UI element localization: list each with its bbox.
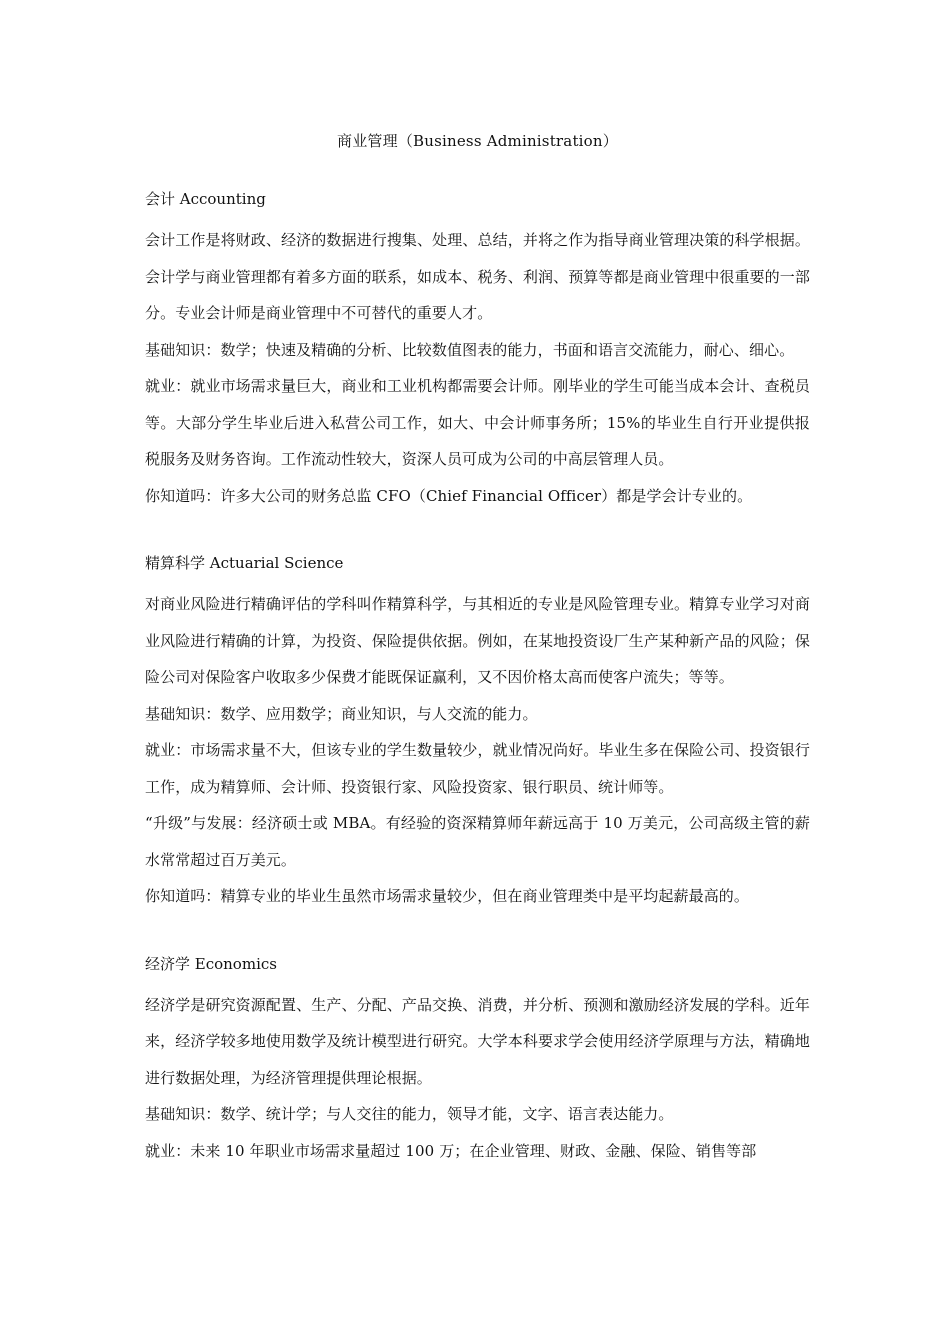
page-content <box>145 128 810 1205</box>
paragraph: 经济学是研究资源配置、生产、分配、产品交换、消费，并分析、预测和激励经济发展的学科。近年来，经济学较多地使用数学及统计模型进行研究。大学本科要求学会使用经济学原理与方法，精确地进行数据处理，为经济管理提供理论根据。 <box>145 995 810 1087</box>
paragraph: 基础知识：数学、应用数学；商业知识，与人交流的能力。 <box>145 704 538 723</box>
section-heading: 会计 Accounting <box>145 190 266 208</box>
paragraph: 就业：未来 10 年职业市场需求量超过 100 万；在企业管理、财政、金融、保险、销售等部 <box>145 1141 757 1160</box>
section-actuarial-science <box>145 550 810 915</box>
paragraph: 会计工作是将财政、经济的数据进行搜集、处理、总结，并将之作为指导商业管理决策的科学根据。会计学与商业管理都有着多方面的联系，如成本、税务、利润、预算等都是商业管理中很重要的一部分。专业会计师是商业管理中不可替代的重要人才。 <box>145 231 810 322</box>
paragraph: 你知道吗：许多大公司的财务总监 CFO（Chief Financial Officer）都是学会计专业的。 <box>145 486 753 505</box>
paragraph: 就业：市场需求量不大，但该专业的学生数量较少，就业情况尚好。毕业生多在保险公司、投资银行工作，成为精算师、会计师、投资银行家、风险投资家、银行职员、统计师等。 <box>145 741 810 796</box>
paragraph: 就业：就业市场需求量巨大，商业和工业机构都需要会计师。刚毕业的学生可能当成本会计、查税员等。大部分学生毕业后进入私营公司工作，如大、中会计师事务所；15%的毕业生自行开业提供报税服务及财务咨询。工作流动性较大，资深人员可成为公司的中高层管理人员。 <box>145 377 810 468</box>
section-economics <box>145 951 810 1170</box>
section-heading: 精算科学 Actuarial Science <box>145 554 344 572</box>
paragraph: 基础知识：数学、统计学；与人交往的能力，领导才能，文字、语言表达能力。 <box>145 1105 674 1123</box>
paragraph: 你知道吗：精算专业的毕业生虽然市场需求量较少，但在商业管理类中是平均起薪最高的。 <box>145 887 750 905</box>
paragraph: 基础知识：数学；快速及精确的分析、比较数值图表的能力，书面和语言交流能力，耐心、细心。 <box>145 340 795 359</box>
paragraph: “升级”与发展：经济硕士或 MBA。有经验的资深精算师年薪远高于 10 万美元，公司高级主管的薪水常常超过百万美元。 <box>145 814 810 869</box>
section-accounting <box>145 186 810 514</box>
paragraph: 对商业风险进行精确评估的学科叫作精算科学，与其相近的专业是风险管理专业。精算专业学习对商业风险进行精确的计算，为投资、保险提供依据。例如，在某地投资设厂生产某种新产品的风险；保险公司对保险客户收取多少保费才能既保证赢利，又不因价格太高而使客户流失；等等。 <box>145 595 810 686</box>
document-title: 商业管理（Business Administration） <box>337 132 618 150</box>
section-heading: 经济学 Economics <box>145 954 277 973</box>
